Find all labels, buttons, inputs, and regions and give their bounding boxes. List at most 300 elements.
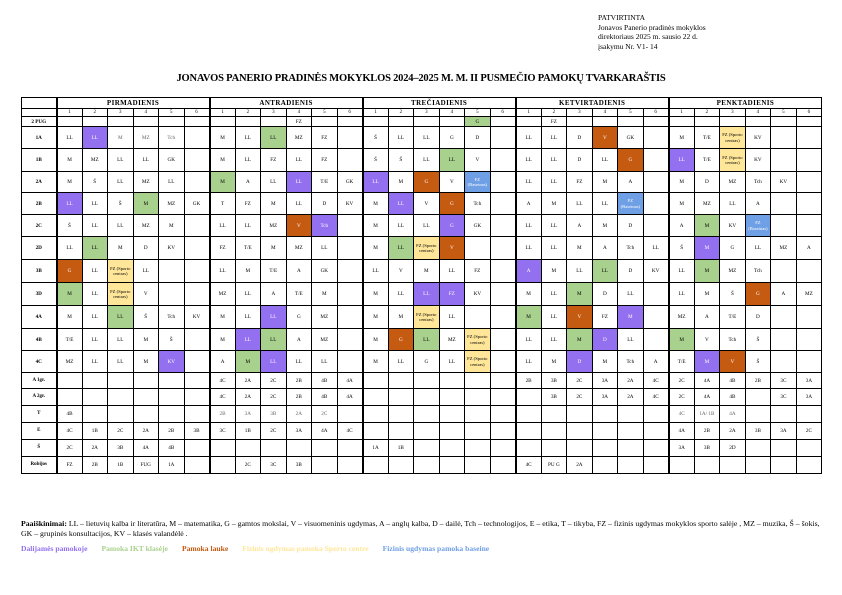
lesson-cell: M xyxy=(567,329,593,351)
lesson-cell: V xyxy=(439,237,465,260)
lesson-cell: M xyxy=(669,172,695,193)
lesson-number: 1 xyxy=(363,109,389,117)
lesson-cell: LL xyxy=(57,193,83,215)
lesson-cell xyxy=(567,406,593,423)
lesson-cell: T/E xyxy=(694,127,720,149)
lesson-cell xyxy=(745,117,771,127)
lesson-cell xyxy=(796,306,822,329)
lesson-cell: LL xyxy=(133,149,159,172)
lesson-cell xyxy=(490,389,516,406)
lesson-cell: M xyxy=(108,237,134,260)
lesson-cell: Tch xyxy=(745,260,771,283)
lesson-cell: FZ (Sporto centras) xyxy=(108,283,134,306)
lesson-cell: 2A xyxy=(567,457,593,474)
lesson-cell: V xyxy=(414,193,440,215)
legend-label: Paaiškinimai: xyxy=(21,519,67,528)
lesson-cell: LL xyxy=(388,351,414,373)
class-label: E xyxy=(22,423,57,440)
lesson-cell xyxy=(133,406,159,423)
lesson-cell: M xyxy=(108,127,134,149)
lesson-cell: M xyxy=(210,306,236,329)
lesson-cell: D xyxy=(592,283,618,306)
lesson-cell: M xyxy=(133,351,159,373)
lesson-cell xyxy=(643,440,669,457)
color-legend-item: Pamoka lauke xyxy=(181,544,229,553)
lesson-cell: LL xyxy=(669,149,695,172)
lesson-cell xyxy=(439,457,465,474)
lesson-cell: 2A xyxy=(133,423,159,440)
lesson-cell: 1A/ 1B xyxy=(694,406,720,423)
lesson-cell: M xyxy=(363,237,389,260)
table-row xyxy=(22,193,822,215)
lesson-cell xyxy=(490,373,516,389)
lesson-cell: LL xyxy=(592,149,618,172)
lesson-cell: M xyxy=(567,283,593,306)
lesson-cell: MZ xyxy=(286,237,312,260)
lesson-cell: 4B xyxy=(720,389,746,406)
lesson-cell: LL xyxy=(82,329,108,351)
lesson-cell xyxy=(643,193,669,215)
table-row xyxy=(22,260,822,283)
lesson-cell xyxy=(184,237,210,260)
lesson-cell: A xyxy=(643,351,669,373)
lesson-cell: LL xyxy=(567,260,593,283)
lesson-cell: FZ xyxy=(235,193,261,215)
lesson-number: 4 xyxy=(133,109,159,117)
lesson-cell: M xyxy=(363,351,389,373)
lesson-cell xyxy=(337,406,363,423)
lesson-cell xyxy=(541,406,567,423)
lesson-cell xyxy=(184,172,210,193)
lesson-cell: 3A xyxy=(235,406,261,423)
lesson-cell xyxy=(771,457,797,474)
lesson-cell: V xyxy=(388,260,414,283)
lesson-cell: G xyxy=(439,127,465,149)
lesson-cell xyxy=(796,172,822,193)
lesson-cell: LL xyxy=(414,127,440,149)
lesson-cell xyxy=(184,283,210,306)
lesson-cell xyxy=(388,423,414,440)
table-row xyxy=(22,172,822,193)
lesson-cell: A xyxy=(286,329,312,351)
lesson-cell: LL xyxy=(108,149,134,172)
lesson-cell xyxy=(388,406,414,423)
timetable xyxy=(21,97,822,474)
lesson-cell xyxy=(490,127,516,149)
lesson-cell: LL xyxy=(235,215,261,237)
lesson-cell: A xyxy=(592,237,618,260)
lesson-number: 6 xyxy=(643,109,669,117)
color-legend-item: Fizinis ugdymas pamoka baseine xyxy=(382,544,490,553)
lesson-cell: FZ (Sporto centras) xyxy=(108,260,134,283)
day-header: KETVIRTADIENIS xyxy=(516,98,669,109)
lesson-cell: 3B xyxy=(745,423,771,440)
lesson-cell: LL xyxy=(108,351,134,373)
lesson-cell: Š xyxy=(159,329,185,351)
class-label: Robijos xyxy=(22,457,57,474)
lesson-cell: LL xyxy=(516,329,542,351)
lesson-cell xyxy=(796,149,822,172)
lesson-cell xyxy=(618,423,644,440)
lesson-number: 1 xyxy=(210,109,236,117)
lesson-cell xyxy=(337,149,363,172)
lesson-cell xyxy=(184,329,210,351)
table-row xyxy=(22,351,822,373)
lesson-cell xyxy=(771,406,797,423)
lesson-cell: M xyxy=(541,193,567,215)
lesson-cell xyxy=(159,406,185,423)
lesson-cell: LL xyxy=(516,149,542,172)
lesson-cell xyxy=(184,373,210,389)
lesson-cell: LL xyxy=(235,283,261,306)
lesson-cell: LL xyxy=(745,237,771,260)
lesson-cell xyxy=(57,389,83,406)
lesson-cell xyxy=(592,440,618,457)
lesson-cell xyxy=(363,117,389,127)
lesson-cell xyxy=(363,389,389,406)
lesson-cell xyxy=(771,193,797,215)
lesson-cell: M xyxy=(57,149,83,172)
approval-block xyxy=(598,13,828,51)
lesson-cell: MZ xyxy=(133,215,159,237)
lesson-cell xyxy=(439,373,465,389)
lesson-cell: LL xyxy=(261,127,287,149)
lesson-cell: A xyxy=(618,172,644,193)
lesson-cell: FZ (Sporto centras) xyxy=(720,149,746,172)
lesson-cell xyxy=(337,237,363,260)
lesson-cell: Š xyxy=(745,329,771,351)
lesson-cell: 3B xyxy=(541,389,567,406)
lesson-cell xyxy=(235,117,261,127)
lesson-cell: KV xyxy=(337,193,363,215)
lesson-cell: 2A xyxy=(235,389,261,406)
lesson-cell: D xyxy=(133,237,159,260)
lesson-cell: Š xyxy=(669,237,695,260)
lesson-cell xyxy=(184,117,210,127)
lesson-cell: KV xyxy=(771,172,797,193)
lesson-number: 2 xyxy=(694,109,720,117)
lesson-cell: FZ xyxy=(592,306,618,329)
lesson-cell: 3A xyxy=(286,423,312,440)
lesson-cell xyxy=(541,423,567,440)
lesson-cell: 2C xyxy=(312,406,338,423)
lesson-cell: M xyxy=(363,306,389,329)
lesson-cell: LL xyxy=(312,351,338,373)
lesson-cell xyxy=(159,373,185,389)
lesson-cell: A xyxy=(516,260,542,283)
lesson-cell: GK xyxy=(312,260,338,283)
lesson-cell: 1B xyxy=(388,440,414,457)
lesson-cell: Tch xyxy=(312,215,338,237)
lesson-cell: LL xyxy=(57,237,83,260)
lesson-cell: FZ xyxy=(261,149,287,172)
table-row xyxy=(22,329,822,351)
class-label: 1A xyxy=(22,127,57,149)
lesson-cell: G xyxy=(414,172,440,193)
lesson-cell xyxy=(796,260,822,283)
lesson-cell: M xyxy=(669,127,695,149)
lesson-cell: Š xyxy=(82,172,108,193)
lesson-cell: MZ xyxy=(439,329,465,351)
lesson-cell xyxy=(210,440,236,457)
lesson-cell: LL xyxy=(286,351,312,373)
lesson-cell xyxy=(133,117,159,127)
lesson-cell: 3A xyxy=(592,389,618,406)
lesson-cell: LL xyxy=(312,237,338,260)
approval-line: PATVIRTINTA xyxy=(598,13,646,22)
lesson-cell: D xyxy=(618,260,644,283)
lesson-cell xyxy=(363,373,389,389)
lesson-cell: M xyxy=(363,283,389,306)
lesson-cell: T/E xyxy=(694,149,720,172)
day-header: ANTRADIENIS xyxy=(210,98,363,109)
lesson-cell: Š xyxy=(745,351,771,373)
lesson-cell: Tch xyxy=(618,351,644,373)
lesson-cell: LL xyxy=(567,193,593,215)
lesson-cell: M xyxy=(388,306,414,329)
legend-text: LL – lietuvių kalba ir literatūra, M – matematika, G – gamtos mokslai, V – visuomeninis ugdymas, A – anglų kalba, D – dailė, Tch – technologijos, E – etika, T – tikyba, FZ – fizinis ugdymas mokyklos sporto salėje , MZ – muzika, Š – šokis, GK – grupinės konsultacijos, KV – klasės valandėlė . xyxy=(21,519,820,539)
lesson-cell: 3B xyxy=(541,373,567,389)
lesson-cell: LL xyxy=(541,172,567,193)
lesson-cell: LL xyxy=(235,306,261,329)
lesson-cell xyxy=(592,117,618,127)
lesson-number: 1 xyxy=(516,109,542,117)
table-row xyxy=(22,149,822,172)
lesson-number: 4 xyxy=(439,109,465,117)
lesson-cell: FZ xyxy=(286,117,312,127)
lesson-cell xyxy=(465,457,491,474)
lesson-cell: FZ (Sporto centras) xyxy=(465,351,491,373)
lesson-cell xyxy=(108,373,134,389)
table-row xyxy=(22,457,822,474)
lesson-cell: Š xyxy=(720,283,746,306)
lesson-cell: FZ xyxy=(57,457,83,474)
lesson-cell: Š xyxy=(57,215,83,237)
lesson-cell: KV xyxy=(745,149,771,172)
lesson-number: 1 xyxy=(669,109,695,117)
lesson-cell: D xyxy=(618,215,644,237)
lesson-cell: KV xyxy=(465,283,491,306)
lesson-cell xyxy=(184,127,210,149)
lesson-cell: MZ xyxy=(796,283,822,306)
lesson-cell xyxy=(771,351,797,373)
lesson-cell: LL xyxy=(388,127,414,149)
lesson-cell xyxy=(184,440,210,457)
lesson-cell xyxy=(771,149,797,172)
lesson-number: 2 xyxy=(82,109,108,117)
lesson-cell: 2A xyxy=(82,440,108,457)
lesson-cell xyxy=(643,406,669,423)
lesson-cell: 1B xyxy=(235,423,261,440)
lesson-cell: 2A xyxy=(235,373,261,389)
lesson-cell: M xyxy=(210,149,236,172)
lesson-number: 3 xyxy=(567,109,593,117)
lesson-cell: M xyxy=(694,351,720,373)
lesson-cell: LL xyxy=(516,127,542,149)
lesson-cell xyxy=(465,440,491,457)
lesson-cell xyxy=(796,193,822,215)
lesson-cell: FZ (Baseinas) xyxy=(465,172,491,193)
lesson-cell xyxy=(465,406,491,423)
lesson-cell: LL xyxy=(720,193,746,215)
lesson-cell: D xyxy=(567,127,593,149)
approval-line: direktoriaus 2025 m. sausio 22 d. xyxy=(598,32,698,41)
lesson-cell xyxy=(490,329,516,351)
lesson-cell xyxy=(159,260,185,283)
lesson-cell xyxy=(745,440,771,457)
lesson-cell: LL xyxy=(439,260,465,283)
lesson-cell xyxy=(796,406,822,423)
lesson-cell: M xyxy=(133,329,159,351)
lesson-cell: LL xyxy=(133,260,159,283)
lesson-cell: 2C xyxy=(57,440,83,457)
lesson-cell xyxy=(159,283,185,306)
lesson-cell: LL xyxy=(541,215,567,237)
lesson-cell: MZ xyxy=(312,329,338,351)
lesson-cell: LL xyxy=(82,351,108,373)
lesson-cell xyxy=(312,457,338,474)
lesson-cell xyxy=(414,117,440,127)
lesson-cell: 4C xyxy=(57,423,83,440)
lesson-number: 5 xyxy=(465,109,491,117)
lesson-cell xyxy=(694,117,720,127)
lesson-cell: 2B xyxy=(286,373,312,389)
lesson-cell xyxy=(643,329,669,351)
lesson-cell: Tch xyxy=(745,172,771,193)
table-row xyxy=(22,306,822,329)
lesson-cell: A xyxy=(771,283,797,306)
lesson-cell xyxy=(592,423,618,440)
lesson-cell: LL xyxy=(210,260,236,283)
lesson-cell: LL xyxy=(592,193,618,215)
lesson-cell: 4C xyxy=(337,423,363,440)
lesson-cell xyxy=(312,440,338,457)
class-label: 2A xyxy=(22,172,57,193)
lesson-cell xyxy=(771,215,797,237)
lesson-cell: 2C xyxy=(235,457,261,474)
table-row xyxy=(22,237,822,260)
lesson-cell xyxy=(796,215,822,237)
lesson-cell: M xyxy=(363,329,389,351)
lesson-cell xyxy=(82,117,108,127)
lesson-cell xyxy=(159,117,185,127)
lesson-cell: M xyxy=(159,215,185,237)
lesson-cell: FUG xyxy=(133,457,159,474)
lesson-cell xyxy=(184,215,210,237)
lesson-cell xyxy=(796,457,822,474)
lesson-cell xyxy=(57,373,83,389)
lesson-cell: 2B xyxy=(516,373,542,389)
lesson-cell xyxy=(771,260,797,283)
lesson-cell: FZ xyxy=(312,149,338,172)
lesson-cell: V xyxy=(694,329,720,351)
lesson-cell: G xyxy=(286,306,312,329)
lesson-cell: LL xyxy=(108,329,134,351)
lesson-cell: A xyxy=(694,306,720,329)
lesson-cell: 3B xyxy=(108,440,134,457)
lesson-cell: 2B xyxy=(210,406,236,423)
lesson-cell: T/E xyxy=(235,237,261,260)
lesson-cell: LL xyxy=(541,329,567,351)
lesson-cell: LL xyxy=(235,329,261,351)
class-label: 1B xyxy=(22,149,57,172)
lesson-cell: 3C xyxy=(771,389,797,406)
lesson-cell: LL xyxy=(388,215,414,237)
lesson-cell: 2A xyxy=(720,423,746,440)
lesson-cell: KV xyxy=(720,215,746,237)
lesson-cell xyxy=(57,117,83,127)
lesson-cell xyxy=(567,117,593,127)
lesson-cell: LL xyxy=(414,149,440,172)
lesson-cell: M xyxy=(694,215,720,237)
lesson-cell: Š xyxy=(133,306,159,329)
lesson-cell: MZ xyxy=(133,127,159,149)
lesson-cell: D xyxy=(312,193,338,215)
lesson-cell: M xyxy=(312,283,338,306)
lesson-cell: FZ (Sporto centras) xyxy=(465,329,491,351)
lesson-cell: LL xyxy=(541,127,567,149)
lesson-cell xyxy=(694,457,720,474)
lesson-cell: FZ xyxy=(567,172,593,193)
lesson-cell: A xyxy=(669,215,695,237)
lesson-cell: KV xyxy=(643,260,669,283)
lesson-cell xyxy=(414,389,440,406)
lesson-cell xyxy=(490,260,516,283)
lesson-cell: Š xyxy=(363,127,389,149)
lesson-cell: LL xyxy=(57,127,83,149)
legend xyxy=(21,519,823,539)
lesson-number: 5 xyxy=(618,109,644,117)
corner-cell xyxy=(22,109,57,117)
class-label: 2C xyxy=(22,215,57,237)
lesson-number: 3 xyxy=(261,109,287,117)
lesson-cell xyxy=(567,440,593,457)
lesson-cell xyxy=(388,117,414,127)
lesson-number: 2 xyxy=(388,109,414,117)
lesson-cell: LL xyxy=(439,149,465,172)
lesson-cell: G xyxy=(618,149,644,172)
lesson-cell: D xyxy=(465,127,491,149)
lesson-cell: LL xyxy=(618,329,644,351)
lesson-cell xyxy=(796,127,822,149)
lesson-cell: LL xyxy=(388,283,414,306)
lesson-cell xyxy=(184,389,210,406)
lesson-cell: 4A xyxy=(337,373,363,389)
lesson-cell xyxy=(490,215,516,237)
lesson-cell: D xyxy=(592,329,618,351)
lesson-cell xyxy=(337,457,363,474)
lesson-cell: V xyxy=(439,172,465,193)
lesson-cell: 4A xyxy=(694,389,720,406)
lesson-cell xyxy=(669,117,695,127)
lesson-cell: LL xyxy=(82,306,108,329)
lesson-cell xyxy=(771,440,797,457)
lesson-cell xyxy=(592,457,618,474)
lesson-cell xyxy=(516,389,542,406)
lesson-cell: 2B xyxy=(745,373,771,389)
lesson-cell: 1B xyxy=(82,423,108,440)
lesson-cell: M xyxy=(516,283,542,306)
lesson-cell: GK xyxy=(337,172,363,193)
lesson-cell: M xyxy=(210,172,236,193)
lesson-cell: Tch xyxy=(159,306,185,329)
lesson-cell: A xyxy=(516,193,542,215)
lesson-cell: G xyxy=(57,260,83,283)
lesson-cell: 4C xyxy=(643,373,669,389)
lesson-cell: M xyxy=(541,351,567,373)
lesson-cell xyxy=(516,117,542,127)
lesson-cell: LL xyxy=(516,172,542,193)
